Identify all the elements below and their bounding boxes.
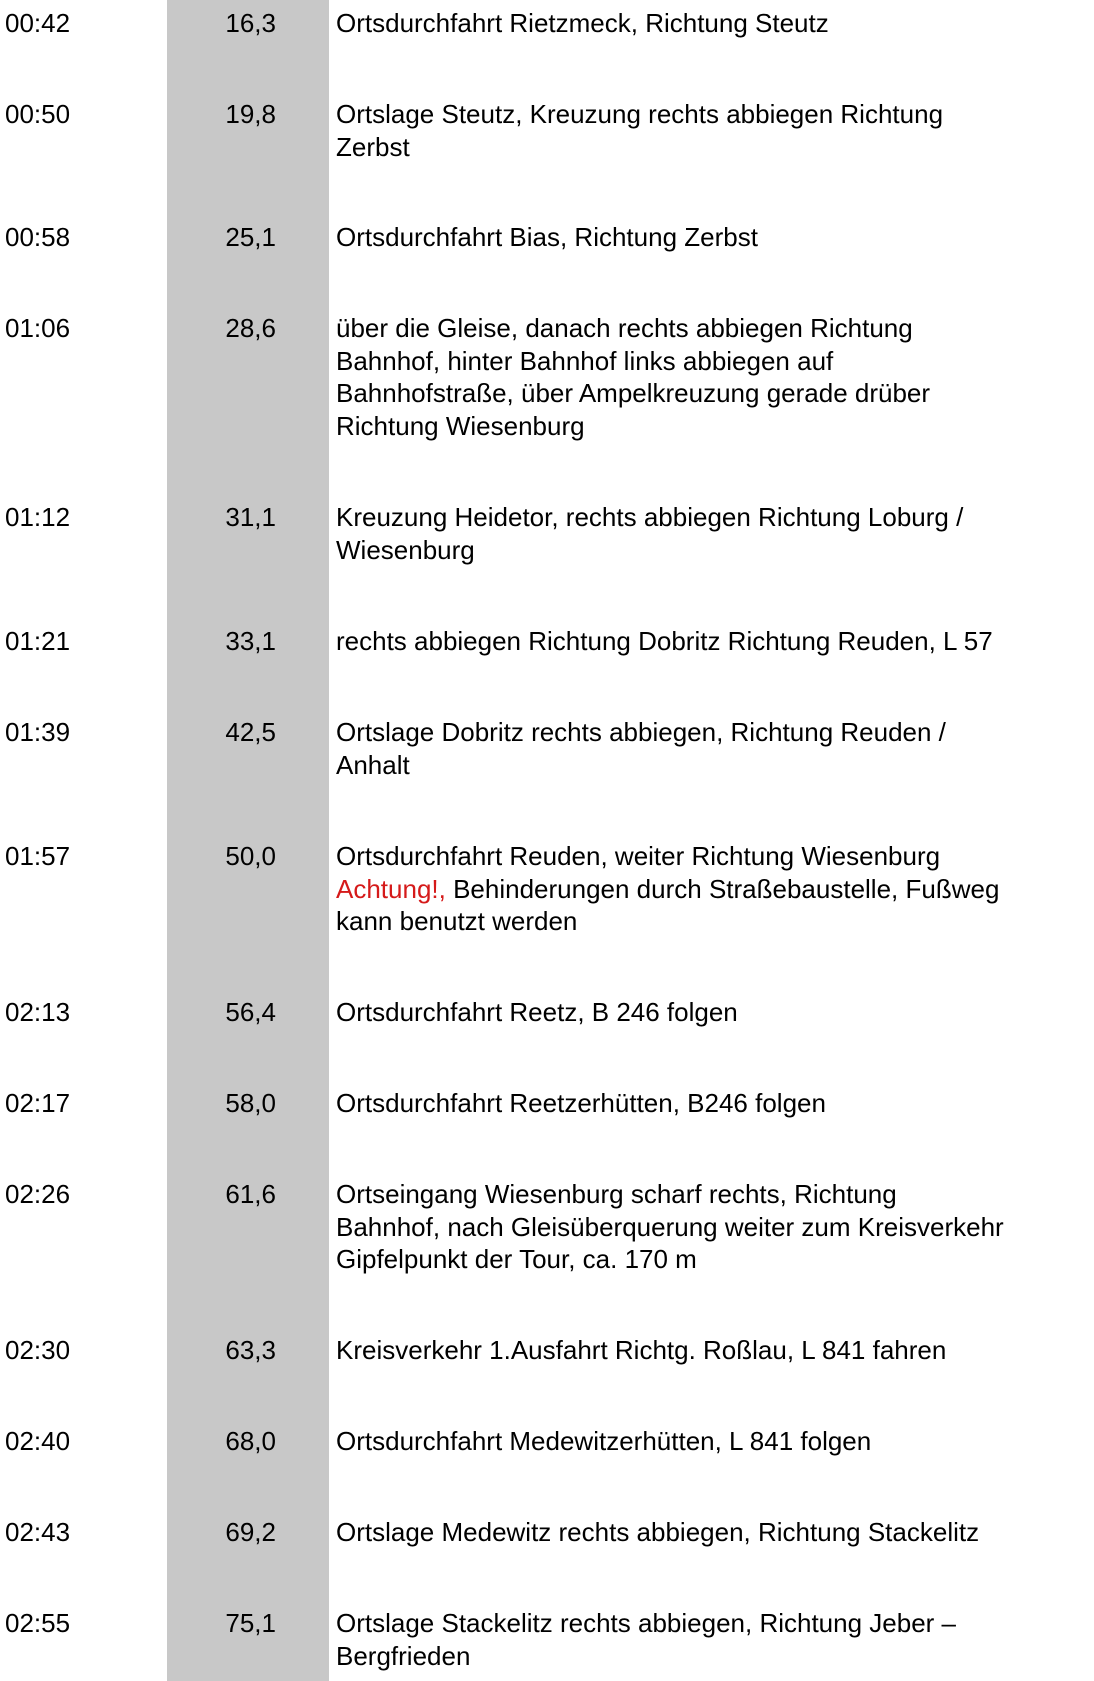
description-line: Ortsdurchfahrt Reetzerhütten, B246 folgen (336, 1088, 826, 1118)
description-line: Ortslage Dobritz rechts abbiegen, Richtung Reuden / (336, 717, 946, 747)
description-line: Zerbst (336, 131, 410, 162)
description-line: Bahnhof, hinter Bahnhof links abbiegen auf (336, 345, 834, 376)
description-cell (336, 1607, 1088, 1672)
description-cell (336, 98, 1088, 163)
description-line: Anhalt (336, 749, 410, 780)
km-cell: 69,2 (225, 1517, 276, 1547)
time-cell: 02:40 (5, 1426, 71, 1456)
time-cell: 00:42 (5, 8, 71, 38)
description-line: Ortsdurchfahrt Bias, Richtung Zerbst (336, 222, 758, 252)
km-cell: 61,6 (225, 1179, 276, 1209)
description-line: Gipfelpunkt der Tour, ca. 170 m (336, 1244, 697, 1274)
km-cell: 25,1 (225, 222, 276, 252)
description-cell (336, 501, 1088, 566)
time-cell: 01:06 (5, 313, 71, 343)
description-line: rechts abbiegen Richtung Dobritz Richtung Reuden, L 57 (336, 626, 993, 656)
description-cell (336, 1516, 1088, 1549)
description-line: Ortsdurchfahrt Medewitzerhütten, L 841 folgen (336, 1426, 872, 1456)
description-cell (336, 1334, 1088, 1367)
description-cell (336, 625, 1088, 658)
km-cell: 16,3 (225, 8, 276, 38)
description-line: Bahnhof, nach Gleisüberquerung weiter zum Kreisverkehr (336, 1211, 1004, 1242)
time-cell: 00:58 (5, 222, 71, 252)
km-cell: 63,3 (225, 1335, 276, 1365)
description-line: Ortsdurchfahrt Reuden, weiter Richtung Wiesenburg (336, 841, 941, 871)
time-cell: 02:17 (5, 1088, 71, 1118)
description-cell (336, 716, 1088, 781)
description-line: Kreisverkehr 1.Ausfahrt Richtg. Roßlau, L 841 fahren (336, 1335, 947, 1365)
description-line-warning (336, 873, 1088, 906)
description-line: über die Gleise, danach rechts abbiegen Richtung (336, 313, 913, 343)
description-line: Bahnhofstraße, über Ampelkreuzung gerade drüber (336, 378, 931, 408)
time-cell: 02:13 (5, 997, 71, 1027)
description-cell (336, 996, 1088, 1029)
time-cell: 01:12 (5, 502, 71, 532)
km-cell: 58,0 (225, 1088, 276, 1118)
km-cell: 56,4 (225, 997, 276, 1027)
time-cell: 02:30 (5, 1335, 71, 1365)
description-line: kann benutzt werden (336, 906, 578, 936)
km-cell: 42,5 (225, 717, 276, 747)
description-cell (336, 7, 1088, 40)
description-line: Bergfrieden (336, 1640, 471, 1671)
description-cell (336, 840, 1088, 938)
km-cell: 68,0 (225, 1426, 276, 1456)
description-line: Ortsdurchfahrt Reetz, B 246 folgen (336, 997, 738, 1027)
time-cell: 01:21 (5, 626, 71, 656)
description-line: Richtung Wiesenburg (336, 410, 585, 441)
description-line: Ortsdurchfahrt Rietzmeck, Richtung Steutz (336, 8, 829, 38)
description-line: Kreuzung Heidetor, rechts abbiegen Richtung Loburg / (336, 502, 964, 532)
km-cell: 28,6 (225, 313, 276, 343)
description-cell (336, 312, 1088, 442)
warning-label: Achtung!, (336, 873, 446, 904)
time-cell: 02:43 (5, 1517, 71, 1547)
km-cell: 31,1 (225, 502, 276, 532)
time-cell: 01:39 (5, 717, 71, 747)
km-cell: 33,1 (225, 626, 276, 656)
time-cell: 01:57 (5, 841, 71, 871)
km-cell: 19,8 (225, 99, 276, 129)
description-cell (336, 221, 1088, 254)
description-line: Ortseingang Wiesenburg scharf rechts, Richtung (336, 1179, 897, 1209)
warning-text: Behinderungen durch Straßebaustelle, Fußweg (445, 873, 1000, 904)
description-line: Ortslage Stackelitz rechts abbiegen, Richtung Jeber – (336, 1608, 957, 1638)
km-cell: 75,1 (225, 1608, 276, 1638)
time-cell: 00:50 (5, 99, 71, 129)
description-cell (336, 1425, 1088, 1458)
description-cell (336, 1087, 1088, 1120)
time-cell: 02:26 (5, 1179, 71, 1209)
description-line: Wiesenburg (336, 534, 475, 565)
description-line: Ortslage Steutz, Kreuzung rechts abbiegen Richtung (336, 99, 944, 129)
km-cell: 50,0 (225, 841, 276, 871)
time-cell: 02:55 (5, 1608, 71, 1638)
description-line: Ortslage Medewitz rechts abbiegen, Richtung Stackelitz (336, 1517, 980, 1547)
description-cell (336, 1178, 1088, 1276)
